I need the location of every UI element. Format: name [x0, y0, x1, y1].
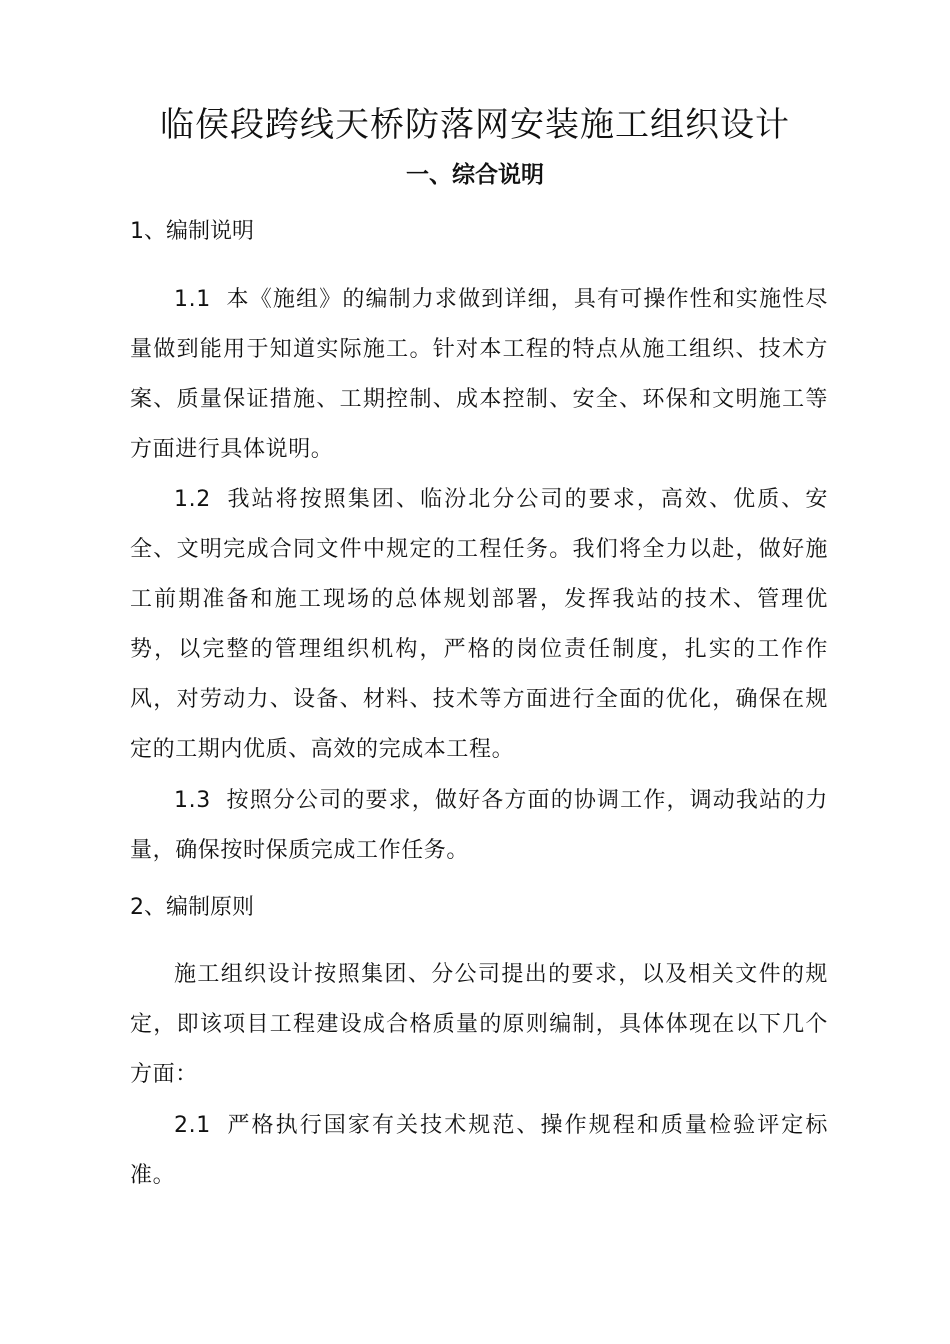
paragraph-2-intro: 施工组织设计按照集团、分公司提出的要求，以及相关文件的规定，即该项目工程建设成合格质量的原则编制，具体体现在以下几个方面：: [130, 962, 828, 1087]
paragraph-text: 我站将按照集团、临汾北分公司的要求，高效、优质、安全、文明完成合同文件中规定的工程任务。我们将全力以赴，做好施工前期准备和施工现场的总体规划部署，发挥我站的技术、管理优势，以完整的管理组织机构，严格的岗位责任制度，扎实的工作作风，对劳动力、设备、材料、技术等方面进行全面的优化，确保在规定的工期内优质、高效的完成本工程。: [130, 487, 828, 762]
paragraph-text: 本《施组》的编制力求做到详细，具有可操作性和实施性尽量做到能用于知道实际施工。针对本工程的特点从施工组织、技术方案、质量保证措施、工期控制、成本控制、安全、环保和文明施工等方面进行具体说明。: [130, 287, 828, 462]
paragraph-text: 严格执行国家有关技术规范、操作规程和质量检验评定标准。: [130, 1113, 828, 1188]
paragraph-text: 按照分公司的要求，做好各方面的协调工作，调动我站的力量，确保按时保质完成工作任务。: [130, 788, 828, 863]
paragraph-number: 1.1: [174, 287, 211, 312]
heading-compilation-notes: 1、编制说明: [130, 219, 254, 244]
heading-compilation-principles: 2、编制原则: [130, 895, 254, 920]
paragraph-number: 1.3: [174, 788, 211, 813]
paragraph-2-1: [130, 1101, 828, 1201]
document-title: 临侯段跨线天桥防落网安装施工组织设计: [160, 105, 790, 145]
section-title: 一、综合说明: [406, 162, 544, 188]
paragraph-number: 2.1: [174, 1113, 211, 1138]
paragraph-1-1: [130, 275, 828, 475]
paragraph-1-2: [130, 475, 828, 775]
paragraph-1-3: [130, 776, 828, 876]
paragraph-number: 1.2: [174, 487, 211, 512]
